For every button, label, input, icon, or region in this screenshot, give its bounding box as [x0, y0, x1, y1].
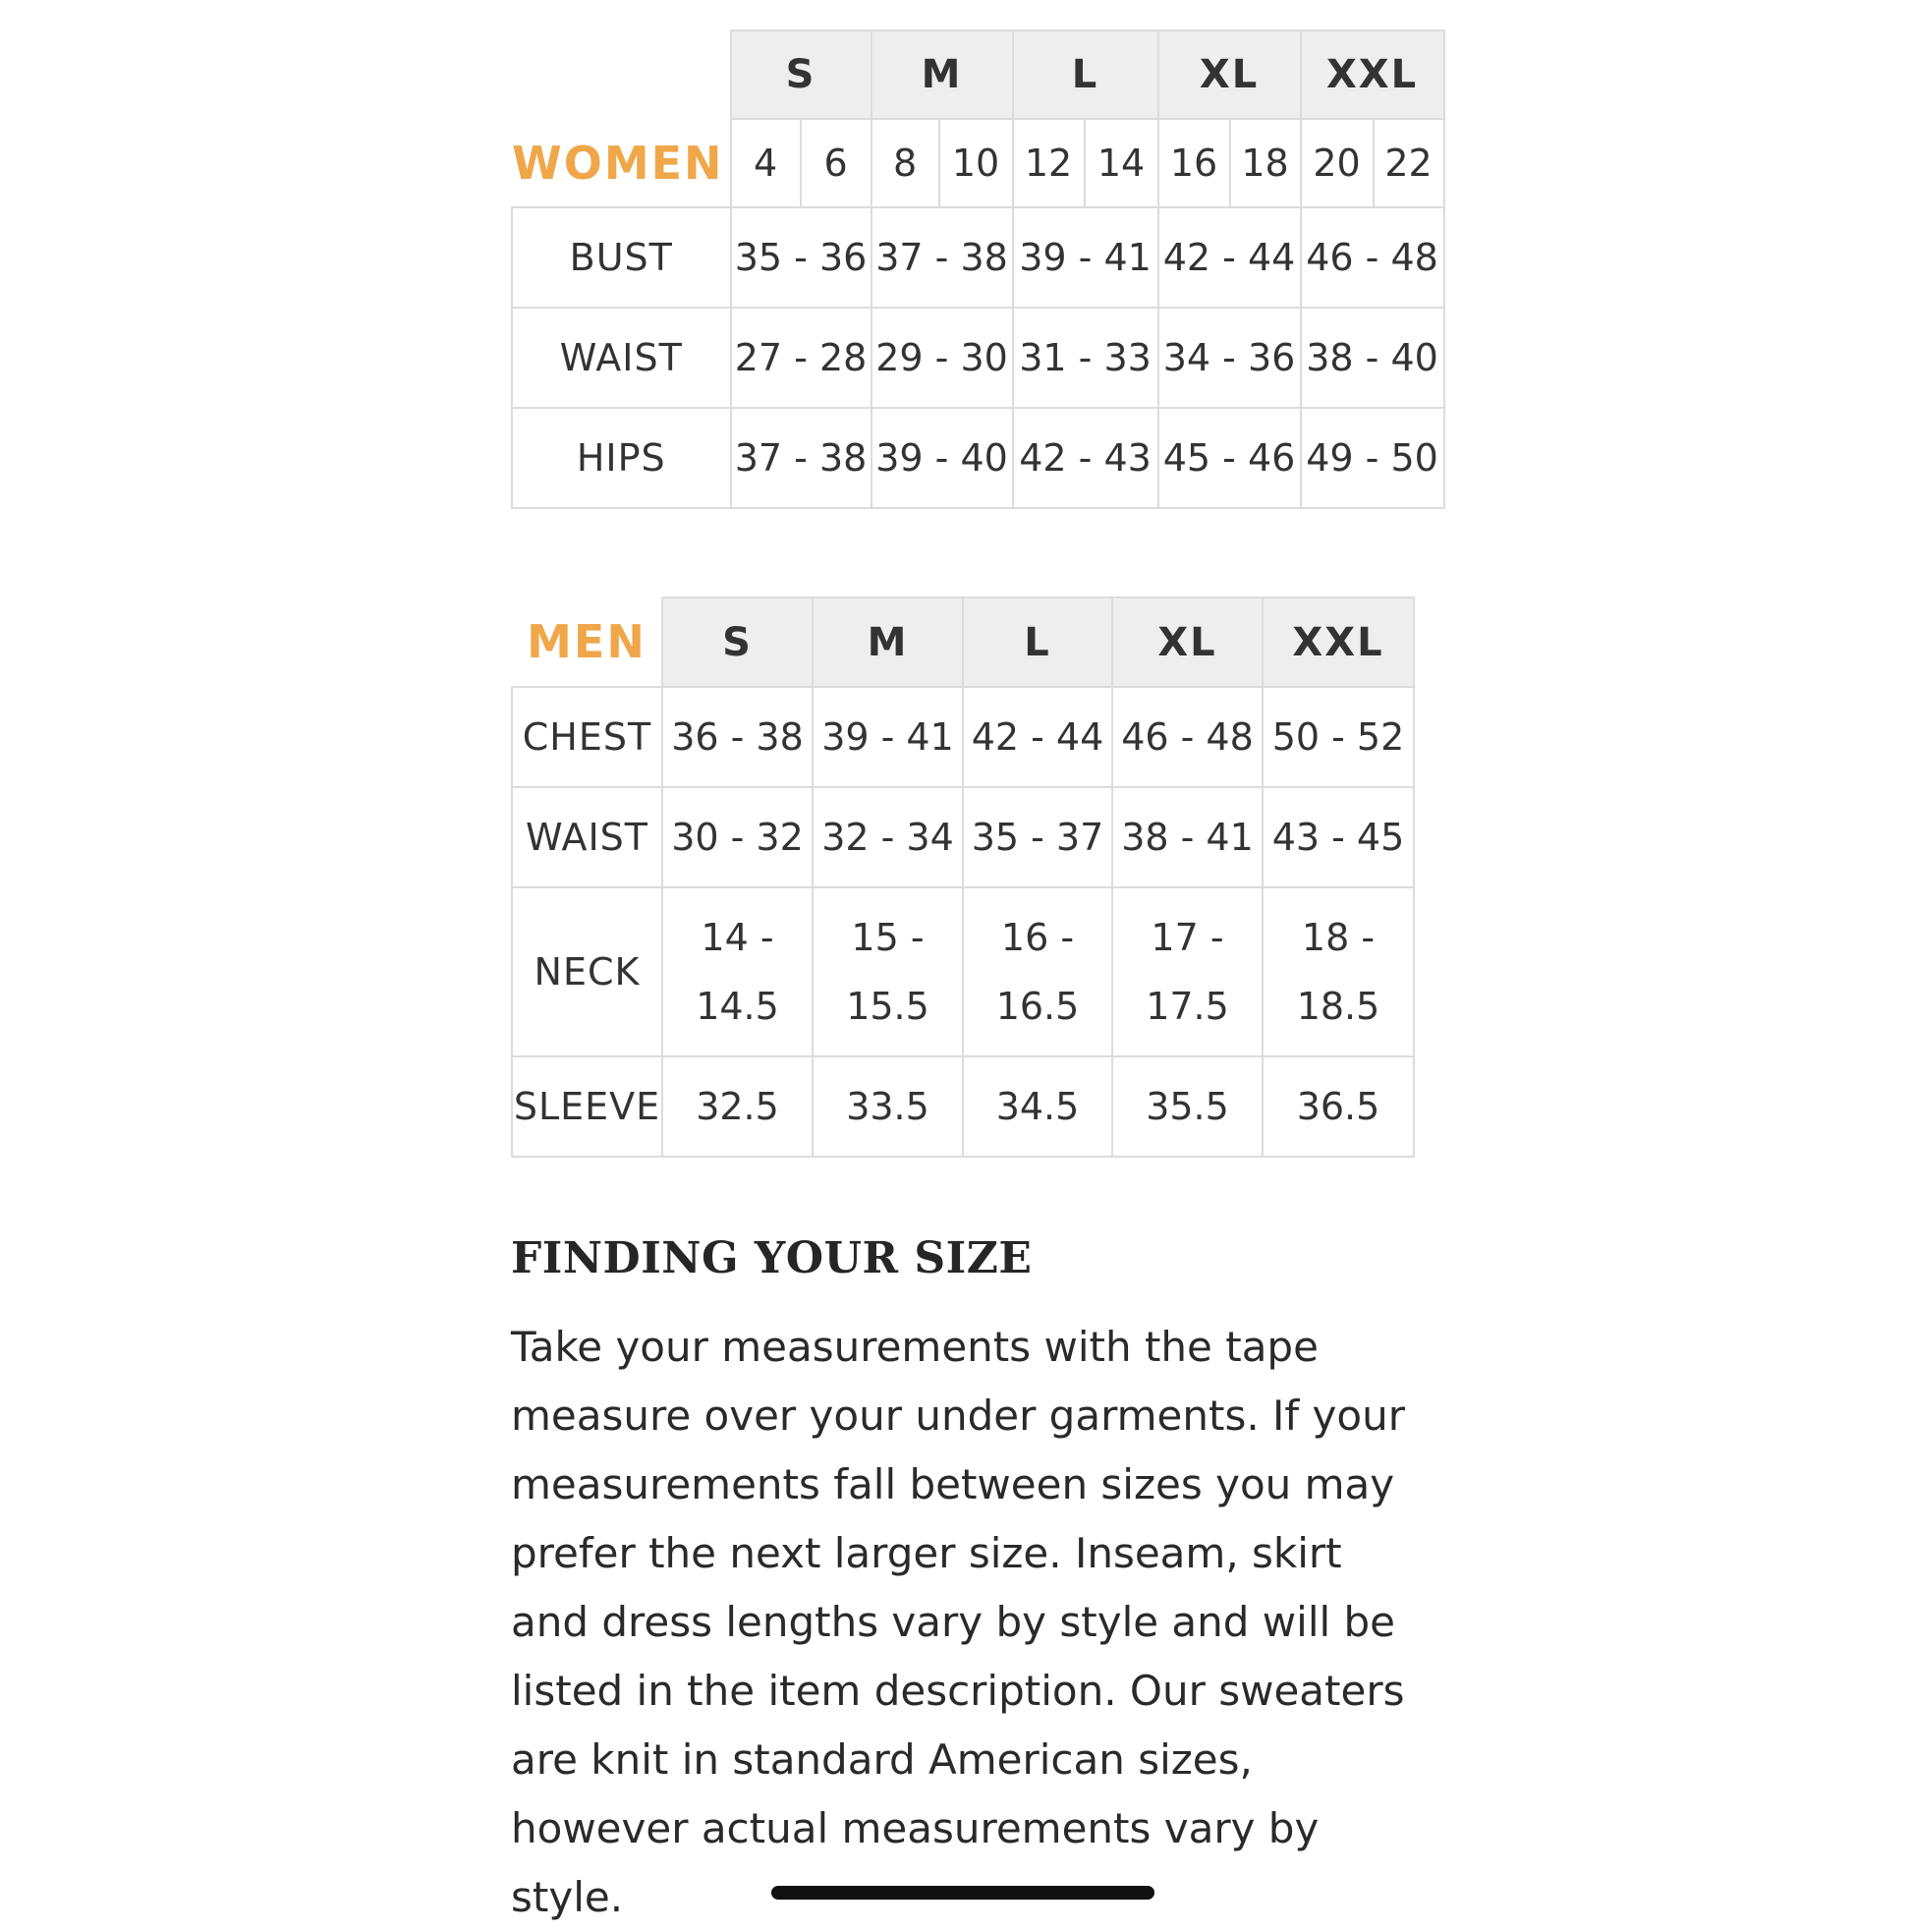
men-sleeve-m: 33.5 — [813, 1056, 963, 1157]
women-hips-l: 42 - 43 — [1013, 408, 1158, 508]
size-guide-body: Take your measurements with the tape measure over your under garments. If your measurements fall between sizes you may prefer the next larger size. Inseam, skirt and dress lengths vary by style and will be listed in the item description. Our sweaters are knit in standard American sizes, however actual measurements vary by style. — [511, 1323, 1405, 1921]
women-section-label: WOMEN — [512, 119, 731, 207]
men-neck-xxl: 18 - 18.5 — [1263, 887, 1414, 1056]
women-bust-xxl: 46 - 48 — [1301, 207, 1444, 308]
women-bust-l: 39 - 41 — [1013, 207, 1158, 308]
women-bust-s: 35 - 36 — [731, 207, 872, 308]
men-size-header-row — [512, 597, 1414, 687]
men-chest-l: 42 - 44 — [963, 687, 1112, 787]
women-waist-l: 31 - 33 — [1013, 308, 1158, 408]
men-sleeve-xxl: 36.5 — [1263, 1056, 1414, 1157]
women-waist-label: WAIST — [512, 308, 731, 408]
men-size-s: S — [662, 597, 813, 687]
women-numeric-size: 6 — [801, 119, 872, 207]
men-sleeve-row — [512, 1056, 1414, 1157]
women-size-l: L — [1013, 30, 1158, 119]
men-waist-l: 35 - 37 — [963, 787, 1112, 887]
women-corner-cell — [512, 30, 731, 119]
women-hips-m: 39 - 40 — [872, 408, 1013, 508]
women-bust-m: 37 - 38 — [872, 207, 1013, 308]
men-size-l: L — [963, 597, 1112, 687]
men-chest-s: 36 - 38 — [662, 687, 813, 787]
women-waist-s: 27 - 28 — [731, 308, 872, 408]
men-size-m: M — [813, 597, 963, 687]
women-bust-xl: 42 - 44 — [1158, 207, 1301, 308]
men-chest-xl: 46 - 48 — [1112, 687, 1263, 787]
men-neck-label: NECK — [512, 887, 662, 1056]
women-waist-row — [512, 308, 1444, 408]
women-hips-xl: 45 - 46 — [1158, 408, 1301, 508]
women-size-s: S — [731, 30, 872, 119]
women-hips-s: 37 - 38 — [731, 408, 872, 508]
women-size-header-row — [512, 30, 1444, 119]
women-numeric-size: 10 — [939, 119, 1013, 207]
men-neck-s: 14 - 14.5 — [662, 887, 813, 1056]
men-neck-row — [512, 887, 1414, 1056]
women-numeric-size: 12 — [1013, 119, 1085, 207]
women-numeric-size: 22 — [1374, 119, 1444, 207]
men-chest-row — [512, 687, 1414, 787]
men-size-xxl: XXL — [1263, 597, 1414, 687]
men-chest-xxl: 50 - 52 — [1263, 687, 1414, 787]
women-numeric-size: 8 — [872, 119, 939, 207]
women-size-m: M — [872, 30, 1013, 119]
women-numeric-size: 14 — [1085, 119, 1158, 207]
men-neck-l: 16 - 16.5 — [963, 887, 1112, 1056]
men-waist-xxl: 43 - 45 — [1263, 787, 1414, 887]
men-sleeve-xl: 35.5 — [1112, 1056, 1263, 1157]
size-guide-title: FINDING YOUR SIZE — [511, 1233, 1033, 1283]
women-numeric-size: 16 — [1158, 119, 1230, 207]
women-size-xxl: XXL — [1301, 30, 1444, 119]
women-hips-row — [512, 408, 1444, 508]
men-neck-xl: 17 - 17.5 — [1112, 887, 1263, 1056]
men-waist-row — [512, 787, 1414, 887]
women-bust-row — [512, 207, 1444, 308]
home-indicator-bar[interactable] — [771, 1886, 1154, 1900]
size-guide-section — [511, 1233, 1415, 1932]
men-size-xl: XL — [1112, 597, 1263, 687]
men-waist-s: 30 - 32 — [662, 787, 813, 887]
women-numeric-size: 20 — [1301, 119, 1374, 207]
women-waist-m: 29 - 30 — [872, 308, 1013, 408]
women-numeric-size-row — [512, 119, 1444, 207]
men-chest-label: CHEST — [512, 687, 662, 787]
men-section-label: MEN — [512, 597, 662, 687]
men-sleeve-label: SLEEVE — [512, 1056, 662, 1157]
women-size-table — [511, 29, 1445, 509]
men-waist-label: WAIST — [512, 787, 662, 887]
women-hips-label: HIPS — [512, 408, 731, 508]
men-sleeve-s: 32.5 — [662, 1056, 813, 1157]
women-numeric-size: 18 — [1230, 119, 1301, 207]
women-size-xl: XL — [1158, 30, 1301, 119]
women-bust-label: BUST — [512, 207, 731, 308]
men-chest-m: 39 - 41 — [813, 687, 963, 787]
women-numeric-size: 4 — [731, 119, 801, 207]
men-size-table — [511, 597, 1415, 1158]
men-neck-m: 15 - 15.5 — [813, 887, 963, 1056]
women-waist-xxl: 38 - 40 — [1301, 308, 1444, 408]
men-waist-xl: 38 - 41 — [1112, 787, 1263, 887]
women-hips-xxl: 49 - 50 — [1301, 408, 1444, 508]
men-waist-m: 32 - 34 — [813, 787, 963, 887]
women-waist-xl: 34 - 36 — [1158, 308, 1301, 408]
men-sleeve-l: 34.5 — [963, 1056, 1112, 1157]
